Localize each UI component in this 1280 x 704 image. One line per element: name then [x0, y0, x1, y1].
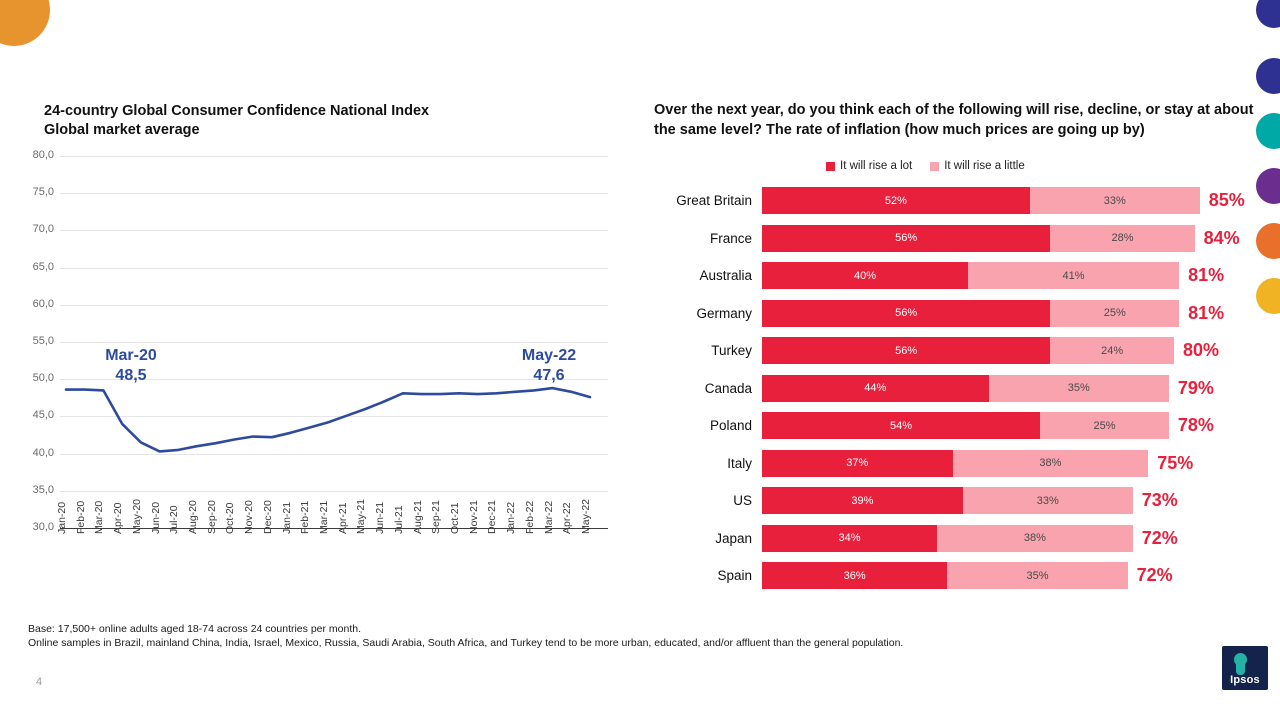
bar-segment: 33%: [963, 487, 1133, 514]
bar-category-label: Canada: [704, 380, 752, 396]
bar-category-label: Turkey: [711, 343, 752, 358]
y-axis-tick: 35,0: [32, 483, 54, 496]
bar-segment: 52%: [762, 187, 1030, 214]
x-axis-tick: Aug-20: [187, 500, 199, 534]
bar-chart-title: Over the next year, do you think each of the following will rise, decline, or stay at about the same level? The rate of inflation (how much prices are going up by): [654, 102, 1254, 138]
x-axis-tick: Oct-20: [224, 502, 237, 534]
bar-row: [648, 372, 1280, 405]
bar-category-label: Australia: [699, 268, 752, 283]
annotation-start-value: 48,5: [115, 367, 147, 384]
legend-swatch-icon: [826, 162, 835, 171]
bar-total-value: 84%: [1203, 227, 1240, 248]
bar-category-label: Great Britain: [676, 193, 752, 208]
y-axis-tick: 75,0: [32, 186, 54, 199]
bar-track: [762, 300, 1179, 327]
x-axis-tick: Jun-20: [149, 501, 162, 534]
annotation-end-label: May-22: [521, 347, 577, 364]
bar-segment: 36%: [762, 562, 947, 589]
bar-total-value: 72%: [1136, 565, 1173, 585]
ipsos-logo: [1222, 646, 1268, 690]
bar-total-value: 79%: [1177, 377, 1214, 398]
y-axis-tick: 65,0: [32, 260, 54, 273]
x-axis-tick: Jun-21: [374, 501, 387, 534]
bar-segment: 28%: [1050, 225, 1194, 252]
bar-track: [762, 525, 1133, 552]
bar-track: [762, 412, 1169, 439]
bar-total-value: 75%: [1157, 452, 1194, 473]
x-axis-labels: [46, 498, 594, 602]
bar-track: [762, 337, 1174, 364]
x-axis-tick: May-20: [130, 498, 143, 534]
bar-segment: 56%: [762, 225, 1050, 252]
bar-segment: 38%: [953, 450, 1149, 477]
bar-category-label: Germany: [696, 305, 752, 321]
bar-total-value: 72%: [1141, 527, 1178, 548]
bar-total-value: 80%: [1182, 340, 1220, 360]
bar-row: [648, 297, 1280, 330]
x-axis-tick: Nov-21: [467, 500, 480, 534]
y-axis-tick: 45,0: [32, 409, 54, 422]
bar-row: [648, 447, 1280, 480]
x-axis-tick: Jan-22: [505, 501, 518, 534]
x-axis-tick: Jan-21: [280, 501, 293, 534]
footnote-line1: Base: 17,500+ online adults aged 18-74 across 24 countries per month.: [28, 623, 362, 635]
bar-row: [648, 484, 1280, 517]
legend-swatch-icon: [930, 162, 939, 171]
bar-segment: 24%: [1050, 337, 1174, 364]
footnote: [28, 622, 1008, 650]
x-axis-tick: Aug-21: [411, 500, 424, 534]
footnote-line2: Online samples in Brazil, mainland China, India, Israel, Mexico, Russia, Saudi Arabia, South Africa, and Turkey tend to be more urban, educated, and/or affluent than the general population.: [28, 637, 904, 649]
bar-chart-rows: [648, 184, 1280, 597]
bar-segment: 25%: [1040, 412, 1169, 439]
bar-total-value: 85%: [1208, 190, 1245, 210]
page-number: 4: [36, 676, 43, 688]
x-axis-tick: Jan-20: [56, 501, 68, 534]
y-axis-tick: 60,0: [32, 297, 54, 310]
annotation-end-value: 47,6: [533, 367, 565, 384]
legend-label: It will rise a lot: [840, 160, 913, 172]
bar-category-label: Italy: [727, 455, 752, 471]
bar-segment: 25%: [1050, 300, 1179, 327]
x-axis-tick: Mar-20: [93, 500, 106, 534]
bar-segment: 56%: [762, 300, 1050, 327]
bar-segment: 39%: [762, 487, 963, 514]
bar-segment: 41%: [968, 262, 1179, 289]
bar-row: [648, 184, 1280, 217]
x-axis-tick: Sep-21: [430, 500, 443, 534]
y-axis-tick: 80,0: [32, 149, 54, 161]
bar-row: [648, 334, 1280, 367]
bar-segment: 40%: [762, 262, 968, 289]
bar-segment: 44%: [762, 375, 989, 402]
bar-row: [648, 222, 1280, 255]
y-axis-tick: 70,0: [32, 223, 54, 236]
x-axis-tick: Feb-22: [523, 500, 536, 534]
line-chart-plot: [14, 146, 614, 546]
bar-track: [762, 450, 1148, 477]
bar-category-label: Poland: [709, 418, 752, 433]
x-axis-tick: Apr-22: [561, 502, 574, 534]
bar-row: [648, 409, 1280, 442]
bar-segment: 38%: [937, 525, 1133, 552]
legend-item: [930, 160, 1025, 172]
bar-segment: 56%: [762, 337, 1050, 364]
bar-segment: 54%: [762, 412, 1040, 439]
y-axis-tick: 55,0: [32, 335, 54, 347]
bar-category-label: Spain: [717, 568, 752, 583]
x-axis-tick: Dec-21: [486, 500, 499, 534]
x-axis-tick: Nov-20: [243, 500, 256, 534]
bar-track: [762, 187, 1200, 214]
x-axis-tick: Sep-20: [205, 500, 218, 534]
annotation-start: [76, 346, 186, 386]
y-axis-tick: 50,0: [32, 372, 54, 385]
x-axis-tick: Mar-21: [318, 500, 330, 534]
bar-track: [762, 487, 1133, 514]
bar-total-value: 73%: [1141, 490, 1178, 510]
bar-track: [762, 375, 1169, 402]
bar-segment: 35%: [989, 375, 1169, 402]
bar-segment: 34%: [762, 525, 937, 552]
x-axis-tick: Feb-21: [299, 500, 312, 534]
x-axis-tick: Jul-20: [168, 505, 181, 534]
annotation-start-label: Mar-20: [105, 347, 157, 364]
bar-track: [762, 225, 1195, 252]
bar-category-label: Japan: [715, 530, 752, 546]
legend-item: [826, 160, 912, 172]
y-axis-tick: 40,0: [32, 446, 54, 459]
annotation-end: [494, 346, 604, 386]
x-axis-tick: Apr-20: [112, 502, 125, 534]
x-axis-tick: Mar-22: [542, 500, 555, 534]
logo-text: Ipsos: [1230, 674, 1260, 686]
line-chart-title: [44, 102, 604, 140]
bar-chart-legend: [826, 160, 1025, 172]
bar-chart-panel: [648, 0, 1280, 704]
bar-track: [762, 262, 1179, 289]
bar-category-label: US: [733, 493, 752, 508]
bar-category-label: France: [709, 230, 752, 246]
bar-total-value: 81%: [1188, 302, 1225, 323]
x-axis-tick: Oct-21: [449, 502, 461, 534]
bar-track: [762, 562, 1128, 589]
bar-total-value: 78%: [1177, 415, 1214, 435]
bar-row: [648, 559, 1280, 592]
bar-segment: 33%: [1030, 187, 1200, 214]
bar-row: [648, 259, 1280, 292]
x-axis-tick: May-21: [355, 498, 368, 534]
bar-segment: 37%: [762, 450, 953, 477]
line-chart-title-line1: 24-country Global Consumer Confidence National Index: [44, 103, 430, 119]
x-axis-tick: Jul-21: [392, 505, 405, 534]
x-axis-tick: Apr-21: [336, 502, 349, 534]
x-axis-tick: Dec-20: [261, 500, 274, 534]
y-axis-tick: 30,0: [32, 521, 54, 533]
bar-segment: 35%: [947, 562, 1127, 589]
x-axis-tick: Feb-20: [74, 500, 87, 534]
legend-label: It will rise a little: [944, 160, 1025, 172]
x-axis-tick: May-22: [580, 498, 592, 534]
bar-total-value: 81%: [1188, 265, 1225, 285]
bar-row: [648, 522, 1280, 555]
line-chart-title-line2: Global market average: [44, 122, 200, 138]
